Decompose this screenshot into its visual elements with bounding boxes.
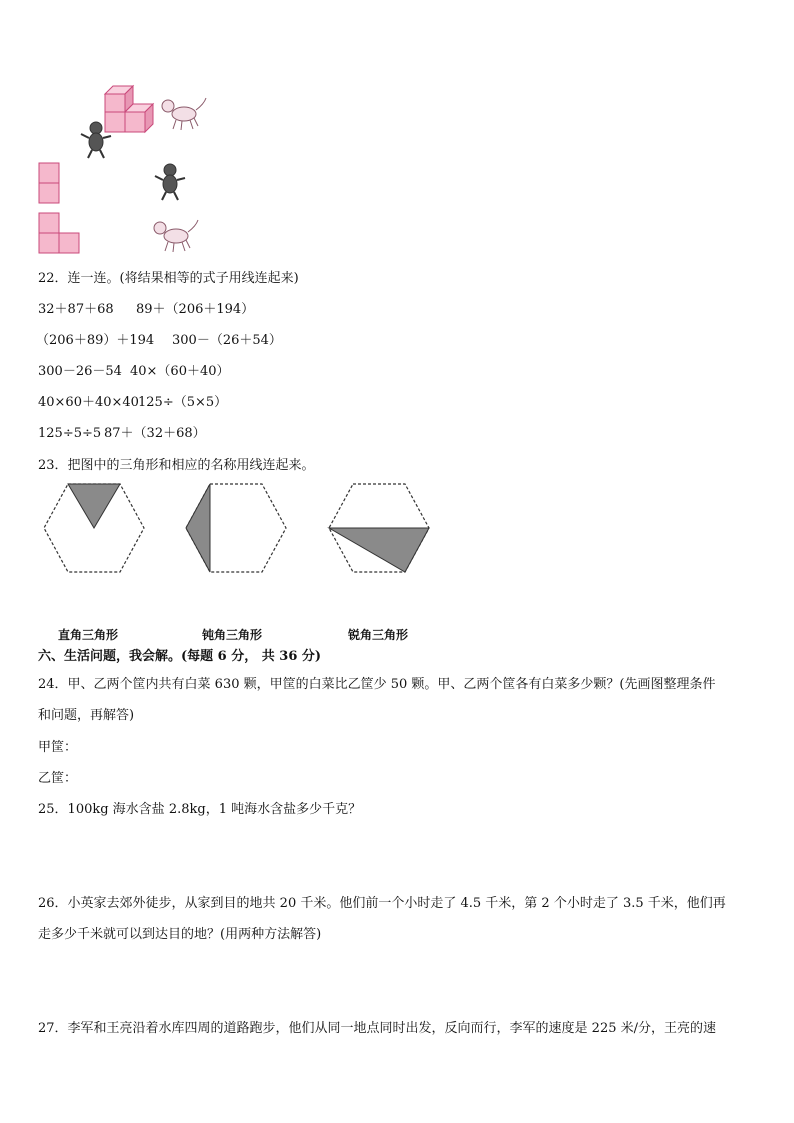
triangle-name-label[interactable]: 锐角三角形 [348, 628, 409, 642]
question-27-line-1: 27．李军和王亮沿着水库四周的道路跑步，他们从同一地点同时出发，反向而行，李军的速度是 225 米/分，王亮的速 [38, 1021, 717, 1036]
view-option-vertical [38, 162, 62, 210]
right-expression[interactable]: 40×（60＋40） [130, 364, 230, 379]
left-expression[interactable]: 300－26－54 [38, 364, 122, 379]
question-24-line-1: 24．甲、乙两个筐内共有白菜 630 颗，甲筐的白菜比乙筐少 50 颗。甲、乙两个筐各有白菜多少颗？(先画图整理条件 [38, 677, 716, 692]
answer-blank-jia[interactable]: 甲筐： [38, 740, 78, 755]
hexagon-figure-acute-triangle[interactable] [325, 480, 435, 582]
view-option-l-shape [38, 212, 84, 260]
left-expression[interactable]: 40×60＋40×40 [38, 395, 139, 410]
hexagon-figure-right-triangle[interactable] [40, 480, 150, 582]
monkey-icon [152, 162, 188, 206]
answer-blank-yi[interactable]: 乙筐： [38, 771, 78, 786]
question-26-line-1: 26．小英家去郊外徒步，从家到目的地共 20 千米。他们前一个小时走了 4.5 千米，第 2 个小时走了 3.5 千米，他们再 [38, 896, 726, 911]
hexagon-figure-obtuse-triangle[interactable] [182, 480, 292, 582]
dog-icon [158, 96, 208, 136]
left-expression[interactable]: 125÷5÷5 [38, 426, 102, 441]
right-expression[interactable]: 87＋（32＋68） [104, 426, 206, 441]
left-expression[interactable]: （206＋89）＋194 [36, 333, 155, 348]
question-23-prompt: 23．把图中的三角形和相应的名称用线连起来。 [38, 458, 315, 473]
question-22-prompt: 22．连一连。(将结果相等的式子用线连起来) [38, 271, 299, 286]
right-expression[interactable]: 125÷（5×5） [138, 395, 228, 410]
dog-icon [150, 218, 200, 258]
right-expression[interactable]: 300－（26＋54） [172, 333, 282, 348]
question-24-line-2: 和问题，再解答) [38, 708, 135, 723]
question-26-line-2: 走多少千米就可以到达目的地？(用两种方法解答) [38, 927, 322, 942]
monkey-icon [78, 120, 114, 164]
left-expression[interactable]: 32＋87＋68 [38, 302, 114, 317]
triangle-name-label[interactable]: 直角三角形 [58, 628, 119, 642]
question-25-text: 25．100kg 海水含盐 2.8kg，1 吨海水含盐多少千克？ [38, 802, 362, 817]
triangle-name-label[interactable]: 钝角三角形 [202, 628, 263, 642]
section-6-title: 六、生活问题，我会解。(每题 6 分， 共 36 分) [38, 649, 322, 664]
right-expression[interactable]: 89＋（206＋194） [136, 302, 255, 317]
